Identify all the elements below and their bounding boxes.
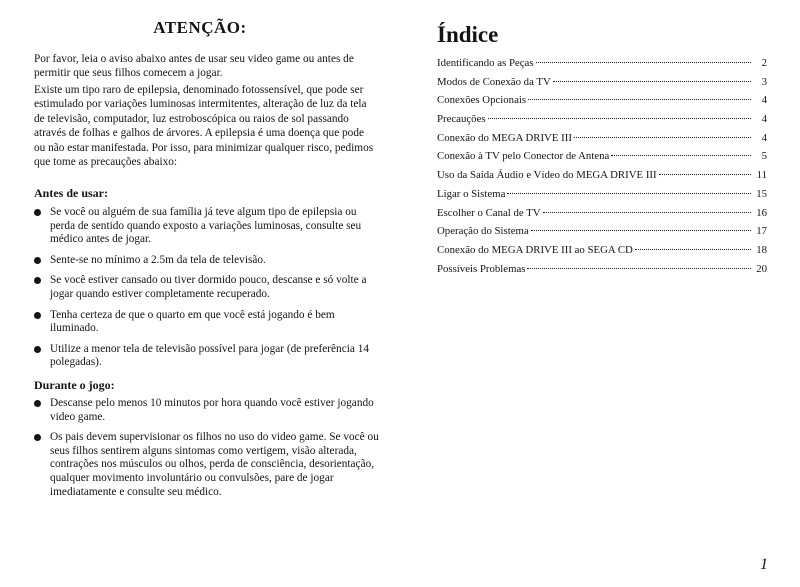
toc-page: 2	[761, 57, 767, 69]
toc-page: 16	[756, 206, 767, 219]
list-item-text: Tenha certeza de que o quarto em que você está jogando é bem iluminado.	[50, 308, 335, 335]
dot-leader	[488, 118, 751, 119]
dot-leader	[528, 99, 751, 100]
dot-leader	[531, 230, 751, 231]
toc-label: Modos de Conexão da TV	[437, 75, 551, 88]
warning-body: Existe um tipo raro de epilepsia, denominado fotossensível, que pode ser estimulado por variações luminosas intermitentes, alteração de luz da tela de televisão, computador, luz estroboscópica ou raios de sol passando através de folhas e galhos de árvores. A epilepsia é uma doença que pode ou não estar manifestada. Por isso, para minimizar qualquer risco, pedimos que tome as precauções abaixo:	[34, 84, 374, 169]
list-item-text: Os pais devem supervisionar os filhos no uso do video game. Se você ou seus filhos sentirem alguns sintomas como vertigem, visão alterada, contrações nos músculos ou olhos, perda de consciência, desorientação, qualquer movimento involuntário ou convulsões, pare de jogar imediatamente e consulte seu médico.	[50, 431, 379, 498]
list-item-text: Sente-se no mínimo a 2.5m da tela de televisão.	[50, 253, 266, 266]
list-item-text: Se você estiver cansado ou tiver dormido pouco, descanse e só volte a jogar quando estiver completamente recuperado.	[50, 274, 367, 300]
toc-label: Conexão à TV pelo Conector de Antena	[437, 150, 610, 163]
toc-entry[interactable]	[437, 54, 767, 73]
toc-page: 3	[761, 75, 767, 88]
toc-entry[interactable]	[437, 222, 767, 241]
toc-label: Uso da Saída Áudio e Vídeo do MEGA DRIVE III	[437, 169, 657, 182]
dot-leader	[543, 212, 751, 213]
index-page	[400, 0, 800, 587]
toc-entry[interactable]	[437, 91, 767, 110]
toc-entry[interactable]	[437, 166, 767, 185]
bullet-icon	[34, 209, 41, 216]
toc-entry[interactable]	[437, 185, 767, 204]
toc-page: 4	[761, 113, 767, 126]
dot-leader	[659, 174, 751, 175]
toc-label: Identificando as Peças	[437, 57, 534, 69]
bullet-icon	[34, 434, 41, 441]
list-item	[34, 254, 379, 268]
dot-leader	[527, 268, 751, 269]
toc-page: 5	[761, 150, 767, 163]
toc-label: Conexões Opcionais	[437, 94, 527, 107]
dot-leader	[611, 155, 751, 156]
toc-label: Possíveis Problemas	[437, 262, 526, 275]
dot-leader	[635, 249, 751, 250]
toc-page: 4	[761, 94, 767, 107]
before-use-heading: Antes de usar:	[34, 186, 108, 200]
list-item	[34, 343, 379, 370]
toc-page: 15	[756, 187, 767, 200]
list-item	[34, 431, 379, 499]
dot-leader	[553, 81, 751, 82]
toc-label: Conexão do MEGA DRIVE III	[437, 131, 572, 144]
warning-title: ATENÇÃO:	[153, 18, 247, 37]
toc-page: 11	[756, 169, 767, 182]
toc-entry[interactable]	[437, 260, 767, 279]
toc-page: 18	[756, 243, 767, 256]
list-item-text: Se você ou alguém de sua família já teve algum tipo de epilepsia ou perda de sentido quando exposto a variações luminosas, consulte seu médico antes de jogar.	[50, 206, 362, 246]
bullet-icon	[34, 277, 41, 284]
before-use-list	[34, 206, 379, 377]
toc-entry[interactable]	[437, 241, 767, 260]
dot-leader	[507, 193, 751, 194]
page-number: 1	[760, 556, 768, 573]
bullet-icon	[34, 400, 41, 407]
during-game-list	[34, 397, 379, 506]
table-of-contents	[437, 54, 767, 278]
toc-page: 20	[756, 262, 767, 275]
toc-entry[interactable]	[437, 129, 767, 148]
toc-entry[interactable]	[437, 110, 767, 129]
list-item	[34, 274, 379, 301]
toc-entry[interactable]	[437, 73, 767, 92]
toc-entry[interactable]	[437, 204, 767, 223]
toc-page: 4	[761, 131, 767, 144]
index-title: Índice	[437, 22, 499, 47]
warning-intro: Por favor, leia o aviso abaixo antes de usar seu video game ou antes de permitir que seus filhos comecem a jogar.	[34, 53, 354, 80]
list-item-text: Descanse pelo menos 10 minutos por hora quando você estiver jogando video game.	[50, 397, 374, 423]
toc-label: Ligar o Sistema	[437, 187, 506, 200]
list-item	[34, 206, 379, 247]
dot-leader	[574, 137, 751, 138]
toc-page: 17	[756, 225, 767, 238]
bullet-icon	[34, 346, 41, 353]
during-game-heading: Durante o jogo:	[34, 378, 115, 392]
list-item	[34, 397, 379, 424]
list-item	[34, 309, 379, 336]
toc-label: Operação do Sistema	[437, 225, 529, 238]
bullet-icon	[34, 312, 41, 319]
bullet-icon	[34, 257, 41, 264]
toc-entry[interactable]	[437, 147, 767, 166]
dot-leader	[536, 62, 751, 63]
toc-label: Escolher o Canal de TV	[437, 206, 541, 219]
toc-label: Precauções	[437, 113, 486, 126]
list-item-text: Utilize a menor tela de televisão possível para jogar (de preferência 14 polegadas).	[50, 342, 369, 369]
toc-label: Conexão do MEGA DRIVE III ao SEGA CD	[437, 243, 633, 256]
